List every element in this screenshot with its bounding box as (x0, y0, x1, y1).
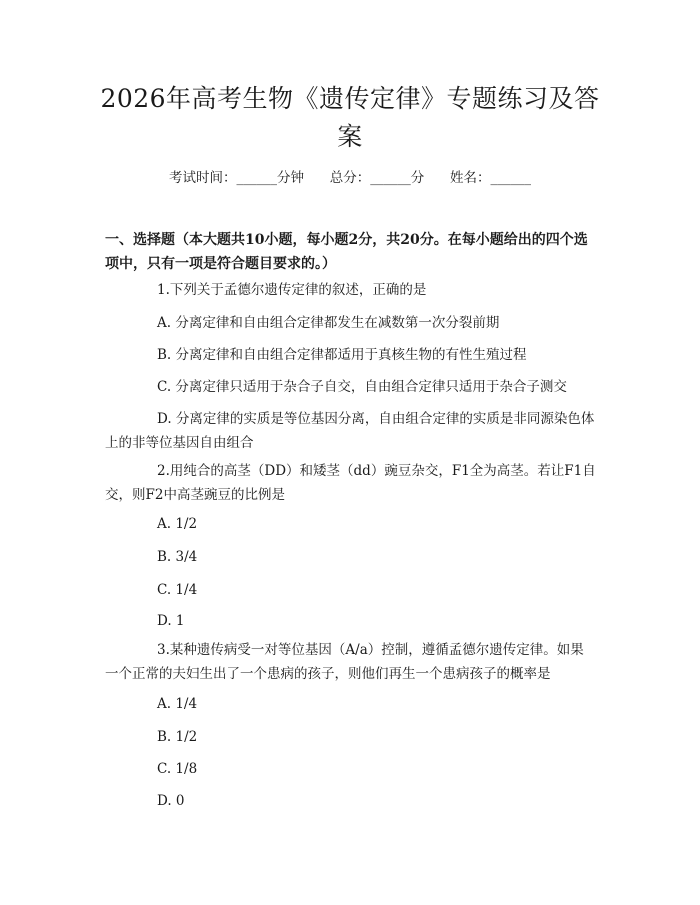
question-number: 3. (157, 642, 170, 658)
question-1-option-a: A. 分离定律和自由组合定律都发生在减数第一次分裂前期 (157, 315, 500, 331)
time-blank: ______ (236, 170, 277, 186)
question-text: 某种遗传病受一对等位基因（A/a）控制，遵循孟德尔遗传定律。如果一个正常的夫妇生出了一个患病的孩子，则他们再生一个患病孩子的概率是 (105, 642, 584, 682)
question-3-stem (105, 638, 597, 686)
question-1-option-c: C. 分离定律只适用于杂合子自交，自由组合定律只适用于杂合子测交 (157, 379, 567, 395)
question-1-stem (105, 278, 597, 302)
name-blank: ______ (490, 170, 531, 186)
question-3-option-b: B. 1/2 (157, 729, 198, 745)
exam-meta-line (0, 168, 700, 188)
question-number: 1. (157, 282, 170, 298)
question-1-option-b: B. 分离定律和自由组合定律都适用于真核生物的有性生殖过程 (157, 347, 527, 363)
name-label: 姓名： (450, 170, 491, 186)
question-3-option-d: D. 0 (157, 793, 185, 809)
time-label: 考试时间： (169, 170, 237, 186)
question-text: 用纯合的高茎（DD）和矮茎（dd）豌豆杂交，F1全为高茎。若让F1自交，则F2中高茎豌豆的比例是 (105, 463, 596, 503)
question-text: 下列关于孟德尔遗传定律的叙述，正确的是 (169, 282, 427, 298)
question-2-stem (105, 459, 597, 507)
question-2-option-c: C. 1/4 (157, 582, 198, 598)
score-blank: ______ (370, 170, 411, 186)
question-3-option-a: A. 1/4 (157, 696, 198, 712)
document-title: 2026年高考生物《遗传定律》专题练习及答案 (100, 84, 600, 151)
question-1-option-d: D. 分离定律的实质是等位基因分离，自由组合定律的实质是非同源染色体上的非等位基因自由组合 (105, 411, 595, 451)
question-2-option-b: B. 3/4 (157, 549, 198, 565)
score-unit: 分 (410, 170, 425, 186)
time-unit: 分钟 (277, 170, 304, 186)
question-number: 2. (157, 463, 170, 479)
section-heading: 一、选择题（本大题共10小题，每小题2分，共20分。在每小题给出的四个选项中，只有一项是符合题目要求的。） (105, 232, 588, 272)
question-3-option-c: C. 1/8 (157, 761, 198, 777)
question-2-option-a: A. 1/2 (157, 516, 198, 532)
question-2-option-d: D. 1 (157, 613, 185, 629)
score-label: 总分： (329, 170, 371, 186)
